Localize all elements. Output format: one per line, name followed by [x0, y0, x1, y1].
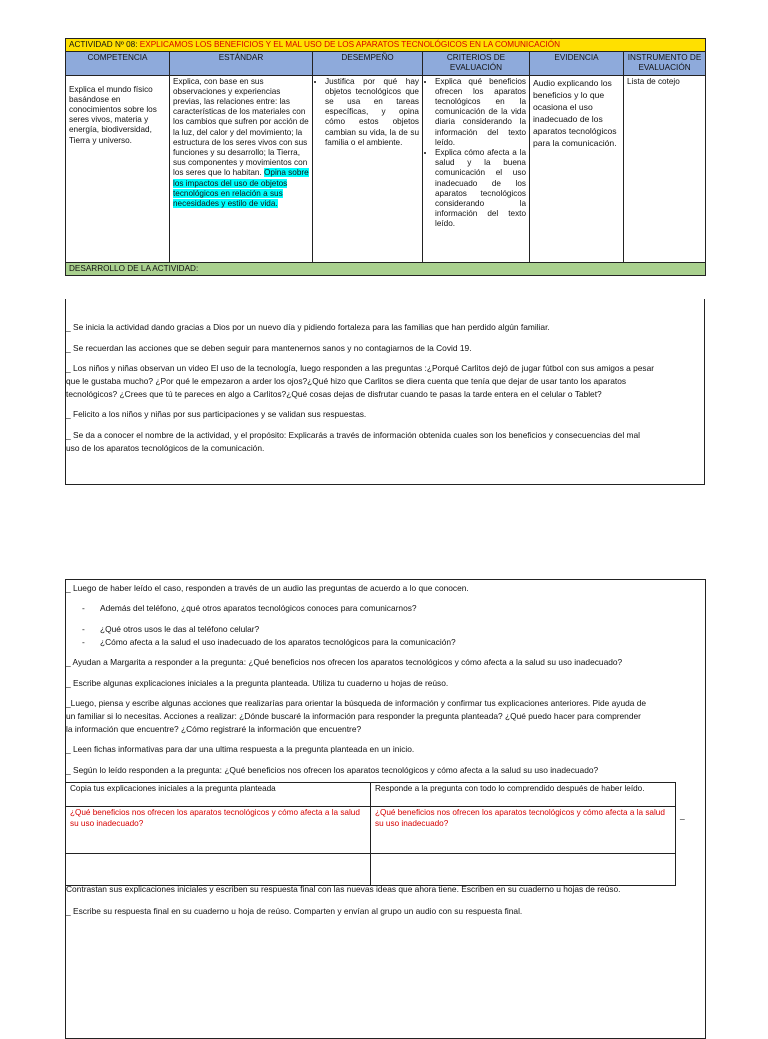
- bullet: -: [82, 624, 85, 634]
- resp-header-initial: Copia tus explicaciones iniciales a la pregunta planteada: [66, 783, 371, 807]
- resp-final-answer[interactable]: [371, 854, 676, 886]
- header-estandar: ESTÁNDAR: [170, 52, 313, 75]
- activity-plan-table: [65, 38, 706, 276]
- estandar-cell: [170, 75, 313, 262]
- response-table: [65, 782, 676, 886]
- question-item: ¿Cómo afecta a la salud el uso inadecuado de los aparatos tecnológicos para la comunicación?: [100, 637, 456, 647]
- paragraph: _ Escribe su respuesta final en su cuaderno u hoja de reúso. Comparten y envían al grupo un audio con su respuesta final.: [66, 906, 523, 916]
- paragraph: uso de los aparatos tecnológicos de la comunicación.: [66, 443, 265, 453]
- estandar-highlight: Opina sobre los impactos del uso de objetos tecnológicos en relación a sus necesidades y estilo de vida.: [173, 168, 309, 209]
- question-item: Además del teléfono, ¿qué otros aparatos tecnológicos conoces para comunicarnos?: [100, 603, 417, 613]
- desarrollo-header: DESARROLLO DE LA ACTIVIDAD:: [66, 262, 706, 275]
- estandar-text: Explica, con base en sus observaciones y experiencias previas, las relaciones entre: las características de los materiales con los cambios que sufren por acción de la luz, del calor y del movimiento; la estructura de los seres vivos con sus funciones y su desarrollo; la Tierra, sus componentes y movimientos con los seres que lo habitan.: [173, 76, 309, 178]
- dash-mark: _: [680, 810, 685, 820]
- bullet: -: [82, 603, 85, 613]
- activity-number: ACTIVIDAD Nº 08:: [69, 40, 138, 49]
- bullet: -: [82, 637, 85, 647]
- activity-name: EXPLICAMOS LOS BENEFICIOS Y EL MAL USO DE LOS APARATOS TECNOLÓGICOS EN LA COMUNICACIÓN: [139, 40, 561, 49]
- paragraph: _ Se recuerdan las acciones que se deben seguir para mantenernos sanos y no contagiarnos de la Covid 19.: [66, 343, 472, 353]
- resp-initial-question: ¿Qué beneficios nos ofrecen los aparatos tecnológicos y cómo afecta a la salud su uso inadecuado?: [66, 807, 371, 854]
- activity-title: [66, 39, 706, 52]
- competencia-text: Explica el mundo físico basándose en conocimientos sobre los seres vivos, materia y energía, biodiversidad, Tierra y universo.: [69, 84, 157, 145]
- intro-line: _ Luego de haber leído el caso, responden a través de un audio las preguntas de acuerdo a lo que conocen.: [66, 583, 469, 593]
- paragraph: _ Se da a conocer el nombre de la actividad, y el propósito: Explicarás a través de información obtenida cuales son los beneficios y consecuencias del mal: [66, 430, 641, 440]
- criterio-item: • Explica qué beneficios ofrecen los aparatos tecnológicos en la comunicación de la vida diaria considerando la información del texto leído.: [435, 77, 526, 148]
- paragraph: _ Felicito a los niños y niñas por sus participaciones y se validan sus respuestas.: [66, 409, 367, 419]
- evidencia-cell: [530, 75, 624, 262]
- header-instrumento: INSTRUMENTO DE EVALUACIÓN: [624, 52, 706, 75]
- instrumento-cell: [624, 75, 706, 262]
- resp-header-final: Responde a la pregunta con todo lo comprendido después de haber leído.: [371, 783, 676, 807]
- evidencia-text: Audio explicando los beneficios y lo que ocasiona el uso inadecuado de los aparatos tecnológicos para la comunicación.: [533, 77, 617, 148]
- desarrollo-box: [65, 299, 705, 485]
- paragraph: _Luego, piensa y escribe algunas acciones que realizarías para orientar la búsqueda de información y confirmar tus explicaciones anteriores. Pide ayuda de: [66, 698, 647, 708]
- paragraph: la información que encuentre? ¿Cómo registraré la información que encuentre?: [66, 724, 362, 734]
- header-criterios: CRITERIOS DE EVALUACIÓN: [423, 52, 530, 75]
- criterio-item: • Explica cómo afecta a la salud y la buena comunicación el uso inadecuado de los aparatos tecnológicos considerando la información del texto leído.: [435, 148, 526, 230]
- paragraph: _ Ayudan a Margarita a responder a la pregunta: ¿Qué beneficios nos ofrecen los aparatos tecnológicos y cómo afecta a la salud su uso inadecuado?: [66, 657, 623, 667]
- question-item: ¿Qué otros usos le das al teléfono celular?: [100, 624, 260, 634]
- header-competencia: COMPETENCIA: [66, 52, 170, 75]
- competencia-cell: [66, 75, 170, 262]
- desempeno-text: • Justifica por qué hay objetos tecnológicos que se usa en tareas específicas, y opina cómo estos objetos cambian su vida, la de su familia o el ambiente.: [325, 77, 419, 148]
- instrumento-text: Lista de cotejo: [627, 76, 680, 86]
- paragraph: tecnológicos? ¿Crees que tú te pareces en algo a Carlitos?¿Qué cosas dejas de disfrutar cuando te pasas la tarde entera en el celular o Tablet?: [66, 389, 602, 399]
- paragraph: _ Los niños y niñas observan un video El uso de la tecnología, luego responden a las preguntas :¿Porqué Carlitos dejó de jugar fútbol con sus amigos a pesar: [66, 363, 655, 373]
- criterios-cell: [423, 75, 530, 262]
- paragraph: Contrastan sus explicaciones iniciales y escriben su respuesta final con las nuevas ideas que ahora tiene. Escriben en su cuaderno u hojas de reúso.: [66, 884, 621, 894]
- paragraph: _ Leen fichas informativas para dar una ultima respuesta a la pregunta planteada en un inicio.: [66, 744, 415, 754]
- header-desempeno: DESEMPEÑO: [313, 52, 423, 75]
- paragraph: _ Escribe algunas explicaciones iniciales a la pregunta planteada. Utiliza tu cuaderno u hojas de reúso.: [66, 678, 449, 688]
- header-evidencia: EVIDENCIA: [530, 52, 624, 75]
- resp-final-question: ¿Qué beneficios nos ofrecen los aparatos tecnológicos y cómo afecta a la salud su uso inadecuado?: [371, 807, 676, 854]
- paragraph: que le gustaba mucho? ¿Por qué le empezaron a arder los ojos?¿Qué hizo que Carlitos se diera cuenta que tenía que dejar de usar tanto los aparatos: [66, 376, 627, 386]
- paragraph: un familiar si lo necesitas. Acciones a realizar: ¿Dónde buscaré la información para responder la pregunta planteada? ¿Qué puedo hacer para comprender: [66, 711, 641, 721]
- paragraph: _ Según lo leído responden a la pregunta: ¿Qué beneficios nos ofrecen los aparatos tecnológicos y cómo afecta a la salud su uso inadecuado?: [66, 765, 599, 775]
- paragraph: _ Se inicia la actividad dando gracias a Dios por un nuevo día y pidiendo fortaleza para las familias que han perdido algún familiar.: [66, 322, 550, 332]
- desempeno-cell: [313, 75, 423, 262]
- resp-initial-answer[interactable]: [66, 854, 371, 886]
